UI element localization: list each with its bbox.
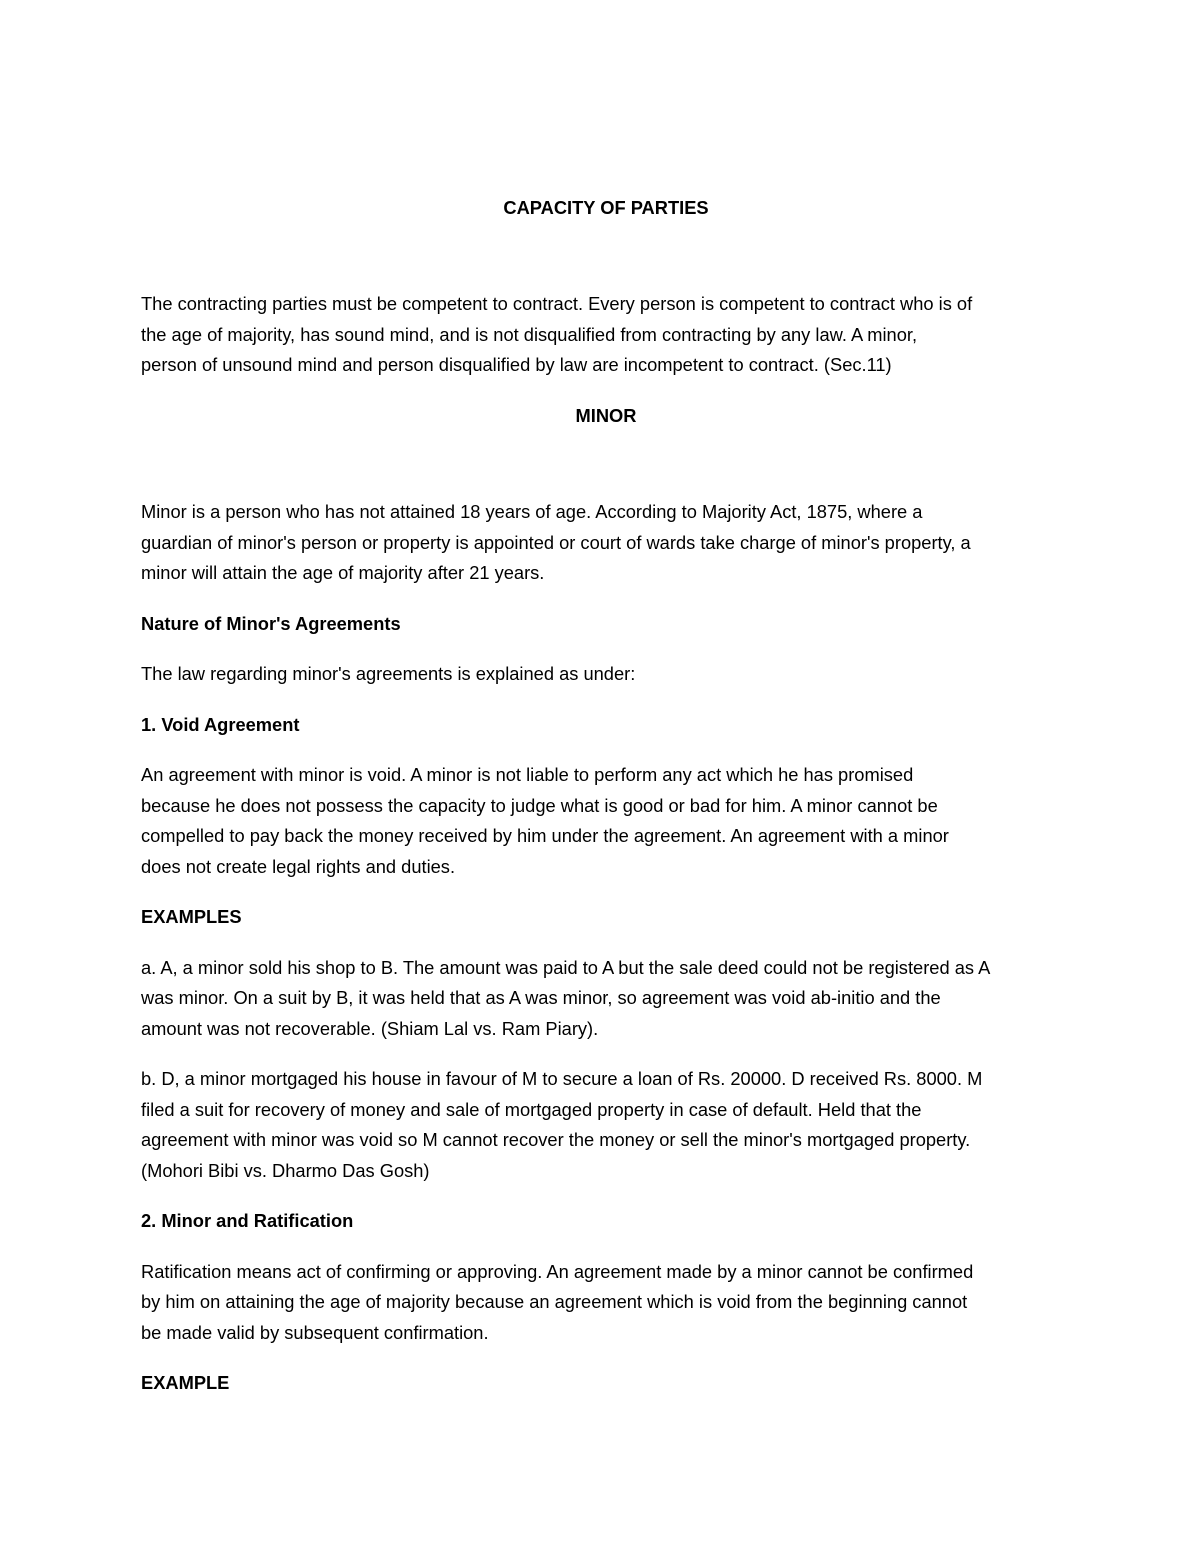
spacer — [141, 882, 1071, 902]
spacer — [141, 1348, 1071, 1368]
spacer — [141, 381, 1071, 401]
spacer — [141, 933, 1071, 953]
example-heading: EXAMPLE — [141, 1372, 230, 1393]
document-title: CAPACITY OF PARTIES — [503, 197, 709, 218]
spacer — [141, 690, 1071, 710]
example-a-paragraph: a. A, a minor sold his shop to B. The amount was paid to A but the sale deed could not be registered as A was minor. On a suit by B, it was held that as A was minor, so agreement was void ab-initio and the amount was not recoverable. (Shiam Lal vs. Ram Piary). — [141, 956, 991, 1039]
spacer — [141, 589, 1071, 609]
intro-paragraph: The contracting parties must be competent to contract. Every person is competent to contract who is of the age of majority, has sound mind, and is not disqualified from contracting by any law. A minor, person of unsound mind and person disqualified by law are incompetent to contract. (Sec.11) — [141, 293, 973, 375]
void-agreement-heading: 1. Void Agreement — [141, 713, 300, 735]
minor-heading: MINOR — [575, 404, 637, 426]
document-body — [141, 193, 1071, 1399]
spacer — [141, 740, 1071, 760]
examples-heading: EXAMPLES — [141, 906, 242, 927]
minor-definition-paragraph: Minor is a person who has not attained 18 years of age. According to Majority Act, 1875, where a guardian of minor's person or property is appointed or court of wards take charge of minor's property, a minor will attain the age of majority after 21 years. — [141, 501, 971, 583]
ratification-heading: 2. Minor and Ratification — [141, 1210, 354, 1231]
nature-heading: Nature of Minor's Agreements — [141, 612, 401, 634]
spacer — [141, 1237, 1071, 1257]
spacer — [141, 639, 1071, 659]
spacer — [141, 1186, 1071, 1206]
nature-intro-paragraph: The law regarding minor's agreements is explained as under: — [141, 663, 636, 684]
spacer — [141, 431, 1071, 497]
spacer — [141, 1044, 1071, 1064]
void-agreement-paragraph: An agreement with minor is void. A minor is not liable to perform any act which he has promised because he does not possess the capacity to judge what is good or bad for him. A minor cannot be compelled to pay back the money received by him under the agreement. An agreement with a minor does not create legal rights and duties. — [141, 764, 949, 877]
example-b-paragraph: b. D, a minor mortgaged his house in favour of M to secure a loan of Rs. 20000. D received Rs. 8000. M filed a suit for recovery of money and sale of mortgaged property in case of default. Held that the agreement with minor was void so M cannot recover the money or sell the minor's mortgaged property. (Mohori Bibi vs. Dharmo Das Gosh) — [141, 1068, 983, 1181]
ratification-paragraph: Ratification means act of confirming or approving. An agreement made by a minor cannot be confirmed by him on attaining the age of majority because an agreement which is void from the beginning cannot be made valid by subsequent confirmation. — [141, 1260, 974, 1343]
spacer — [141, 223, 1071, 289]
